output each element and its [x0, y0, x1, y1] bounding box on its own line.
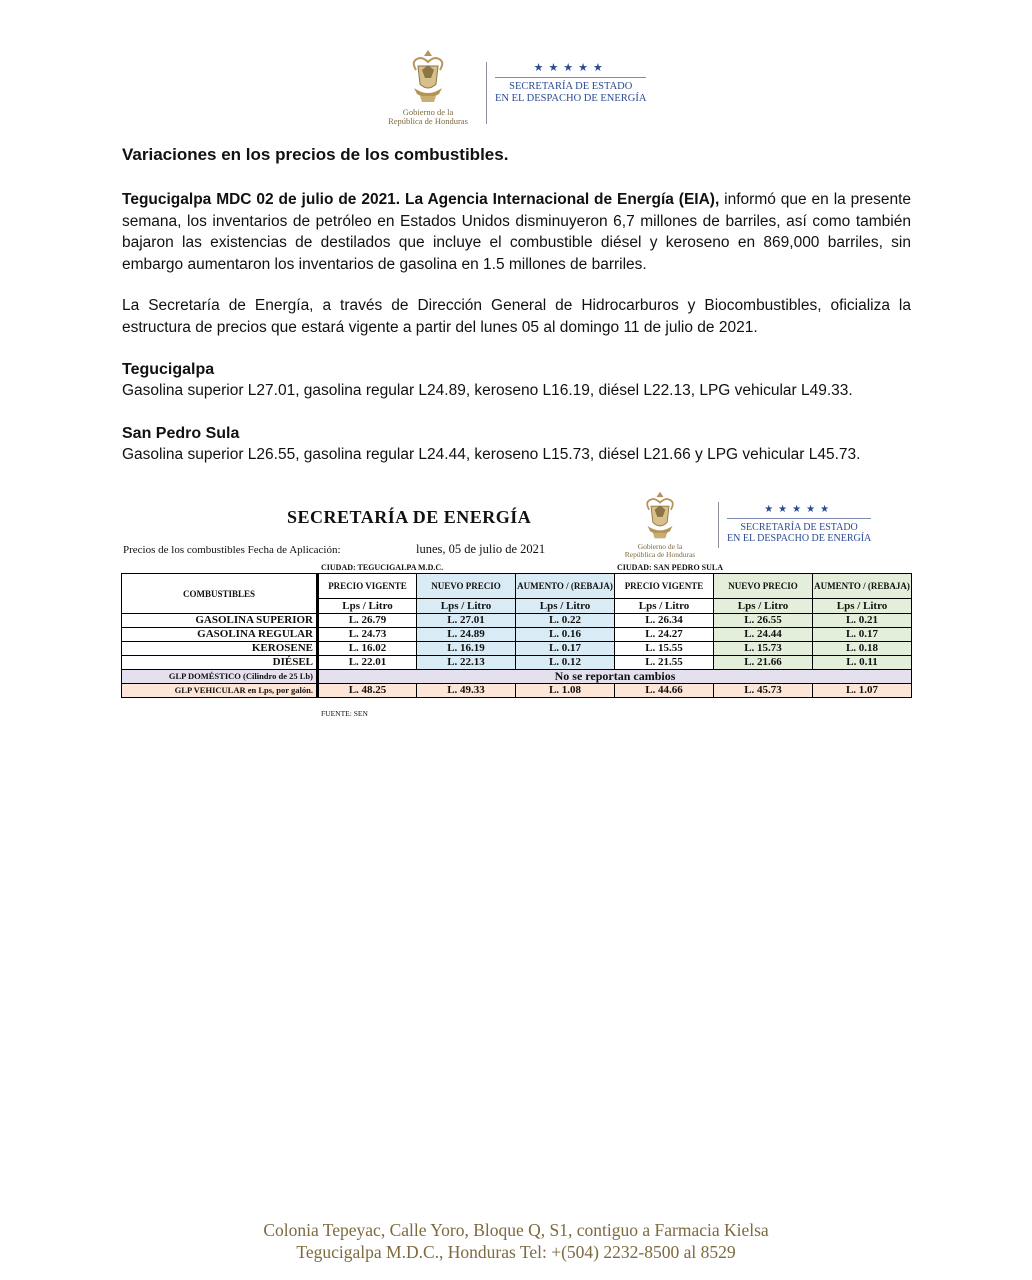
coat-of-arms-icon — [642, 490, 678, 542]
price-cell: L. 45.73 — [714, 684, 813, 698]
price-cell: L. 24.44 — [714, 628, 813, 642]
unit-cell: Lps / Litro — [318, 599, 417, 614]
unit-cell: Lps / Litro — [516, 599, 615, 614]
secretariat-name — [495, 62, 646, 105]
sec-line-1: SECRETARÍA DE ESTADO — [740, 521, 858, 533]
price-cell: L. 44.66 — [615, 684, 714, 698]
san-pedro-sula-prices: Gasolina superior L26.55, gasolina regular L24.44, keroseno L15.73, diésel L21.66 y LPG vehicular L45.73. — [122, 446, 861, 463]
application-date: lunes, 05 de julio de 2021 — [416, 542, 546, 556]
price-cell: L. 15.73 — [714, 642, 813, 656]
table-row-glp-domestic — [122, 670, 912, 684]
table-row-glp-vehicular — [122, 684, 912, 698]
price-cell: L. 27.01 — [417, 614, 516, 628]
table-source: FUENTE: SEN — [321, 709, 368, 718]
price-cell: L. 0.17 — [516, 642, 615, 656]
tegucigalpa-prices: Gasolina superior L27.01, gasolina regular L24.89, keroseno L16.19, diésel L22.13, LPG vehicular L49.33. — [122, 382, 853, 399]
intro-body: informó que en la presente semana, los inventarios de petróleo en Estados Unidos disminuyeron 6,7 millones de barriles, así como también bajaron las existencias de destilados que incluye el combustible diésel y keroseno en 869,000 barriles, sin embargo aumentaron los inventarios de gasolina en 1.5 millones de barriles. — [122, 191, 911, 273]
price-cell: L. 1.08 — [516, 684, 615, 698]
price-cell: L. 0.12 — [516, 656, 615, 670]
tegucigalpa-heading: Tegucigalpa — [122, 361, 215, 378]
sec-line-2: EN EL DESPACHO DE ENERGÍA — [495, 92, 647, 104]
price-cell: L. 16.19 — [417, 642, 516, 656]
sec-line-1: SECRETARÍA DE ESTADO — [509, 80, 633, 92]
price-cell: L. 24.73 — [318, 628, 417, 642]
table-row — [122, 628, 912, 642]
header-change-sps: AUMENTO / (REBAJA) — [813, 574, 912, 599]
unit-cell: Lps / Litro — [813, 599, 912, 614]
header-change-tgu: AUMENTO / (REBAJA) — [516, 574, 615, 599]
application-date-label: Precios de los combustibles Fecha de Aplicación: — [123, 544, 341, 556]
government-seal — [378, 48, 478, 127]
table-row — [122, 642, 912, 656]
intro-paragraph — [122, 189, 911, 275]
gov-line-2: República de Honduras — [624, 550, 696, 560]
secretariat-rule — [495, 77, 646, 78]
letterhead-top — [378, 48, 646, 127]
footer-phone: Tegucigalpa M.D.C., Honduras Tel: +(504) 2232-8500 al 8529 — [296, 1242, 736, 1262]
table-row — [122, 614, 912, 628]
unit-cell: Lps / Litro — [615, 599, 714, 614]
no-change-message: No se reportan cambios — [318, 670, 912, 684]
letterhead-divider — [718, 502, 719, 548]
gov-line-2: República de Honduras — [388, 116, 468, 127]
unit-cell: Lps / Litro — [714, 599, 813, 614]
price-cell: L. 26.55 — [714, 614, 813, 628]
price-cell: L. 0.18 — [813, 642, 912, 656]
price-cell: L. 48.25 — [318, 684, 417, 698]
fuel-label: GLP DOMÉSTICO (Cilindro de 25 Lb) — [122, 670, 318, 684]
price-cell: L. 0.22 — [516, 614, 615, 628]
table-row — [122, 656, 912, 670]
intro-lead: Tegucigalpa MDC 02 de julio de 2021. La Agencia Internacional de Energía (EIA), — [122, 191, 720, 208]
price-cell: L. 1.07 — [813, 684, 912, 698]
secretariat-rule — [727, 518, 871, 519]
fuel-label: GASOLINA REGULAR — [122, 628, 318, 642]
fuel-price-table — [121, 573, 912, 698]
stars-icon: ★★★★★ — [764, 504, 835, 515]
price-cell: L. 26.79 — [318, 614, 417, 628]
stars-icon: ★★★★★ — [533, 62, 608, 74]
fuel-column-header: COMBUSTIBLES — [122, 574, 318, 614]
price-cell: L. 21.55 — [615, 656, 714, 670]
government-name — [378, 108, 478, 127]
secretariat-name — [727, 504, 871, 545]
footer-address: Colonia Tepeyac, Calle Yoro, Bloque Q, S1, contiguo a Farmacia Kielsa — [263, 1220, 769, 1240]
government-name — [610, 543, 710, 560]
sec-line-2: EN EL DESPACHO DE ENERGÍA — [727, 533, 872, 544]
coat-of-arms-icon — [408, 48, 448, 106]
price-cell: L. 0.21 — [813, 614, 912, 628]
header-current-price-tgu: PRECIO VIGENTE — [318, 574, 417, 599]
san-pedro-sula-heading: San Pedro Sula — [122, 425, 240, 442]
price-cell: L. 21.66 — [714, 656, 813, 670]
fuel-label: DIÉSEL — [122, 656, 318, 670]
price-cell: L. 0.11 — [813, 656, 912, 670]
fuel-label: GLP VEHICULAR en Lps, por galón. — [122, 684, 318, 698]
fuel-label: GASOLINA SUPERIOR — [122, 614, 318, 628]
header-new-price-tgu: NUEVO PRECIO — [417, 574, 516, 599]
letterhead-table — [610, 490, 871, 560]
letterhead-divider — [486, 62, 487, 124]
price-cell: L. 24.27 — [615, 628, 714, 642]
document-title: Variaciones en los precios de los combustibles. — [122, 145, 509, 164]
price-cell: L. 0.17 — [813, 628, 912, 642]
price-cell: L. 49.33 — [417, 684, 516, 698]
header-current-price-sps: PRECIO VIGENTE — [615, 574, 714, 599]
price-cell: L. 15.55 — [615, 642, 714, 656]
price-cell: L. 0.16 — [516, 628, 615, 642]
price-cell: L. 16.02 — [318, 642, 417, 656]
price-cell: L. 22.01 — [318, 656, 417, 670]
official-paragraph: La Secretaría de Energía, a través de Dirección General de Hidrocarburos y Biocombustibles, oficializa la estructura de precios que estará vigente a partir del lunes 05 al domingo 11 de julio de 2021. — [122, 297, 911, 336]
city-san-pedro-sula-label: CIUDAD: SAN PEDRO SULA — [617, 563, 724, 572]
price-cell: L. 24.89 — [417, 628, 516, 642]
unit-cell: Lps / Litro — [417, 599, 516, 614]
government-seal-small — [610, 490, 710, 560]
price-cell: L. 22.13 — [417, 656, 516, 670]
gov-line-1: Gobierno de la — [637, 542, 683, 551]
table-title: SECRETARÍA DE ENERGÍA — [287, 507, 532, 527]
price-cell: L. 26.34 — [615, 614, 714, 628]
table-header-row — [122, 574, 912, 599]
city-tegucigalpa-label: CIUDAD: TEGUCIGALPA M.D.C. — [321, 563, 444, 572]
fuel-label: KEROSENE — [122, 642, 318, 656]
header-new-price-sps: NUEVO PRECIO — [714, 574, 813, 599]
gov-line-1: Gobierno de la — [402, 107, 454, 117]
